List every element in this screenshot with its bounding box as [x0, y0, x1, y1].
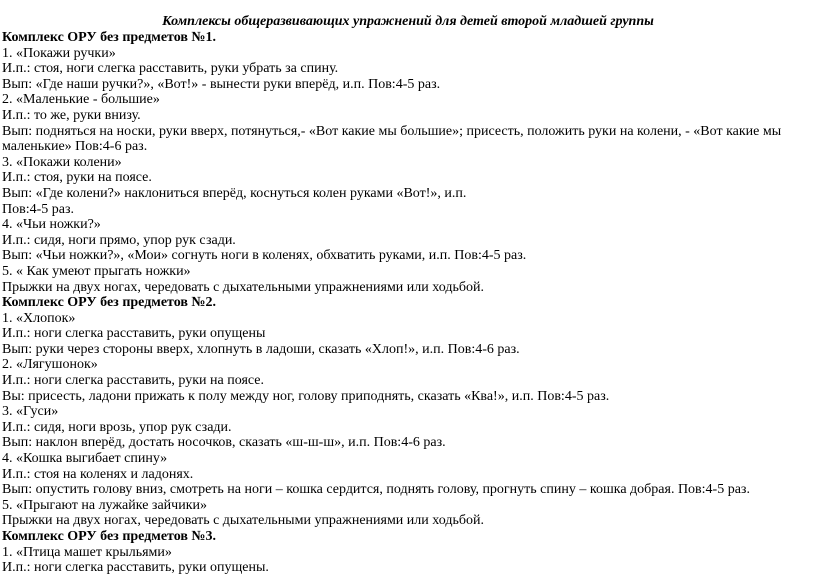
- text-line: И.п.: ноги слегка расставить, руки опущены: [2, 326, 266, 342]
- text-line: Вып: «Где колени?» наклониться вперёд, коснуться колен руками «Вот!», и.п.: [2, 185, 467, 201]
- document-title: Комплексы общеразвивающих упражнений для детей второй младшей группы: [162, 14, 654, 29]
- section-heading: Комплекс ОРУ без предметов №2.: [2, 295, 216, 311]
- text-line: 4. «Кошка выгибает спину»: [2, 451, 168, 467]
- text-line: И.п.: стоя на коленях и ладонях.: [2, 466, 194, 482]
- text-line: И.п.: сидя, ноги врозь, упор рук сзади.: [2, 419, 232, 435]
- document-body: [2, 30, 812, 576]
- text-line: 1. «Покажи ручки»: [2, 45, 116, 61]
- text-line: Вып: опустить голову вниз, смотреть на ноги – кошка сердится, поднять голову, прогнуть спину – кошка добрая. Пов:4-5 раз.: [2, 482, 750, 498]
- text-line: 5. «Прыгают на лужайке зайчики»: [2, 497, 207, 513]
- text-line: 4. «Чьи ножки?»: [2, 217, 101, 233]
- text-line: 2. «Лягушонок»: [2, 357, 98, 373]
- text-line: И.п.: ноги слегка расставить, руки на поясе.: [2, 373, 265, 389]
- text-line: 2. «Маленькие - большие»: [2, 92, 160, 108]
- text-line: Прыжки на двух ногах, чередовать с дыхательными упражнениями или ходьбой.: [2, 279, 484, 295]
- text-line: Пов:4-5 раз.: [2, 201, 75, 217]
- text-line: И.п.: стоя, ноги слегка расставить, руки убрать за спину.: [2, 61, 339, 77]
- text-line: Прыжки на двух ногах, чередовать с дыхательными упражнениями или ходьбой.: [2, 513, 484, 529]
- section-heading: Комплекс ОРУ без предметов №1.: [2, 30, 216, 45]
- text-line: Вып: подняться на носки, руки вверх, потянуться,- «Вот какие мы большие»; присесть, положить руки на колени, - «Вот какие мы маленькие» Пов:4-6 раз.: [2, 123, 782, 155]
- text-line: Вып: наклон вперёд, достать носочков, сказать «ш-ш-ш», и.п. Пов:4-6 раз.: [2, 435, 446, 451]
- text-line: 1. «Птица машет крыльями»: [2, 544, 172, 560]
- text-line: И.п.: ноги слегка расставить, руки опущены.: [2, 560, 269, 576]
- text-line: И.п.: стоя, руки на поясе.: [2, 170, 152, 186]
- text-line: Вып: «Чьи ножки?», «Мои» согнуть ноги в коленях, обхватить руками, и.п. Пов:4-5 раз.: [2, 248, 527, 264]
- text-line: 1. «Хлопок»: [2, 310, 76, 326]
- text-line: 3. «Покажи колени»: [2, 154, 122, 170]
- text-line: И.п.: сидя, ноги прямо, упор рук сзади.: [2, 232, 236, 248]
- text-line: Вып: «Где наши ручки?», «Вот!» - вынести руки вперёд, и.п. Пов:4-5 раз.: [2, 76, 441, 92]
- section-heading: Комплекс ОРУ без предметов №3.: [2, 529, 216, 544]
- text-line: И.п.: то же, руки внизу.: [2, 107, 141, 123]
- text-line: Вып: руки через стороны вверх, хлопнуть в ладоши, сказать «Хлоп!», и.п. Пов:4-6 раз.: [2, 341, 520, 357]
- text-line: Вы: присесть, ладони прижать к полу между ног, голову приподнять, сказать «Ква!», и.п. Пов:4-5 раз.: [2, 388, 610, 404]
- text-line: 5. « Как умеют прыгать ножки»: [2, 263, 191, 279]
- text-line: 3. «Гуси»: [2, 404, 59, 420]
